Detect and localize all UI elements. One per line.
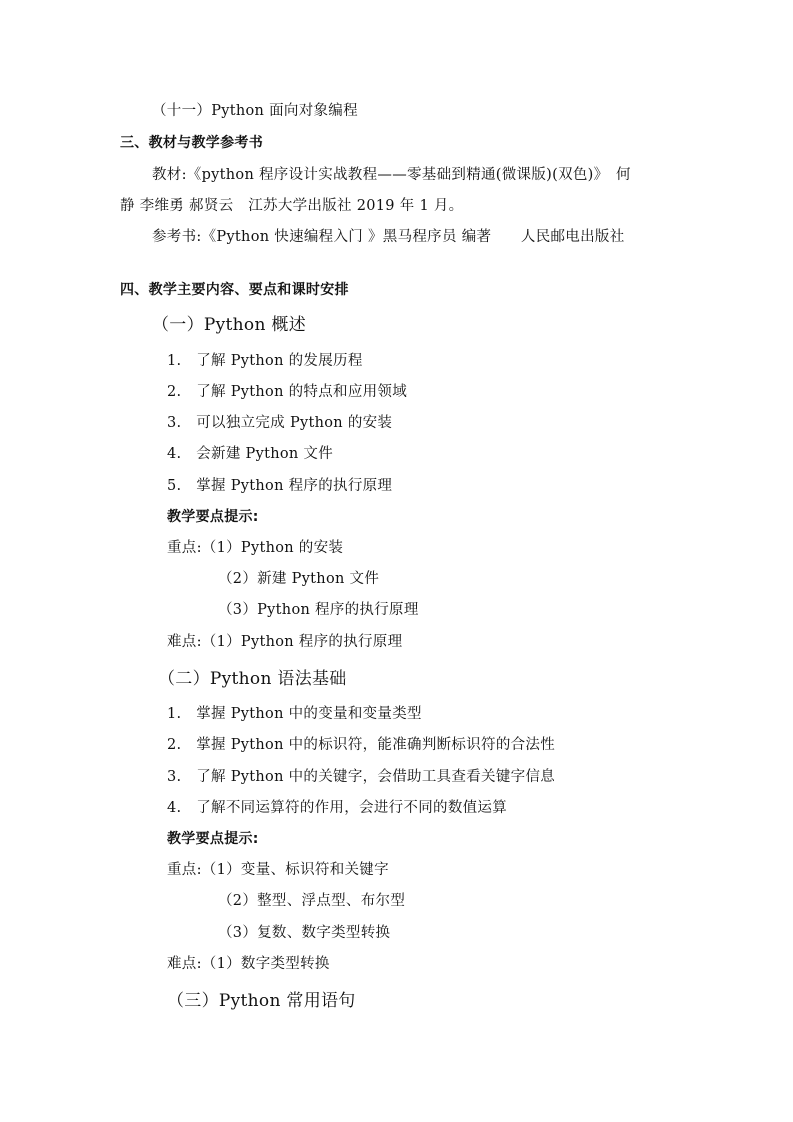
difficult-point-line: 难点:（1）Python 程序的执行原理 (167, 634, 403, 650)
key-point-line: 重点:（1）变量、标识符和关键字 (167, 862, 389, 878)
list-item: 2. 掌握 Python 中的标识符，能准确判断标识符的合法性 (167, 737, 556, 753)
subsection-1-heading: （一）Python 概述 (152, 315, 307, 335)
list-item: 1. 了解 Python 的发展历程 (167, 353, 363, 369)
difficult-point-line: 难点:（1）数字类型转换 (167, 956, 330, 972)
subsection-11-heading: （十一）Python 面向对象编程 (152, 103, 358, 119)
subsection-3-heading: （三）Python 常用语句 (167, 991, 356, 1011)
section-3-heading: 三、教材与教学参考书 (120, 135, 263, 151)
list-item: 4. 了解不同运算符的作用，会进行不同的数值运算 (167, 800, 508, 816)
subsection-2-heading: （二）Python 语法基础 (158, 669, 347, 689)
list-item: 5. 掌握 Python 程序的执行原理 (167, 478, 393, 494)
list-item: 3. 了解 Python 中的关键字，会借助工具查看关键字信息 (167, 769, 556, 785)
textbook-line-1: 教材:《python 程序设计实战教程——零基础到精通(微课版)(双色)》 何 (152, 167, 631, 183)
key-point-line: （2）新建 Python 文件 (218, 571, 380, 587)
list-item: 1. 掌握 Python 中的变量和变量类型 (167, 706, 422, 722)
key-point-line: （3）Python 程序的执行原理 (218, 602, 419, 618)
teaching-points-label: 教学要点提示: (167, 509, 259, 525)
textbook-line-2: 静 李维勇 郝贤云 江苏大学出版社 2019 年 1 月。 (120, 198, 464, 214)
key-point-line: （3）复数、数字类型转换 (218, 925, 391, 941)
list-item: 3. 可以独立完成 Python 的安装 (167, 415, 393, 431)
reference-book-line: 参考书:《Python 快速编程入门 》黑马程序员 编著 人民邮电出版社 (152, 229, 625, 245)
list-item: 4. 会新建 Python 文件 (167, 446, 334, 462)
list-item: 2. 了解 Python 的特点和应用领域 (167, 384, 408, 400)
section-4-heading: 四、教学主要内容、要点和课时安排 (120, 282, 349, 298)
key-point-line: （2）整型、浮点型、布尔型 (218, 893, 406, 909)
key-point-line: 重点:（1）Python 的安装 (167, 540, 344, 556)
teaching-points-label: 教学要点提示: (167, 831, 259, 847)
